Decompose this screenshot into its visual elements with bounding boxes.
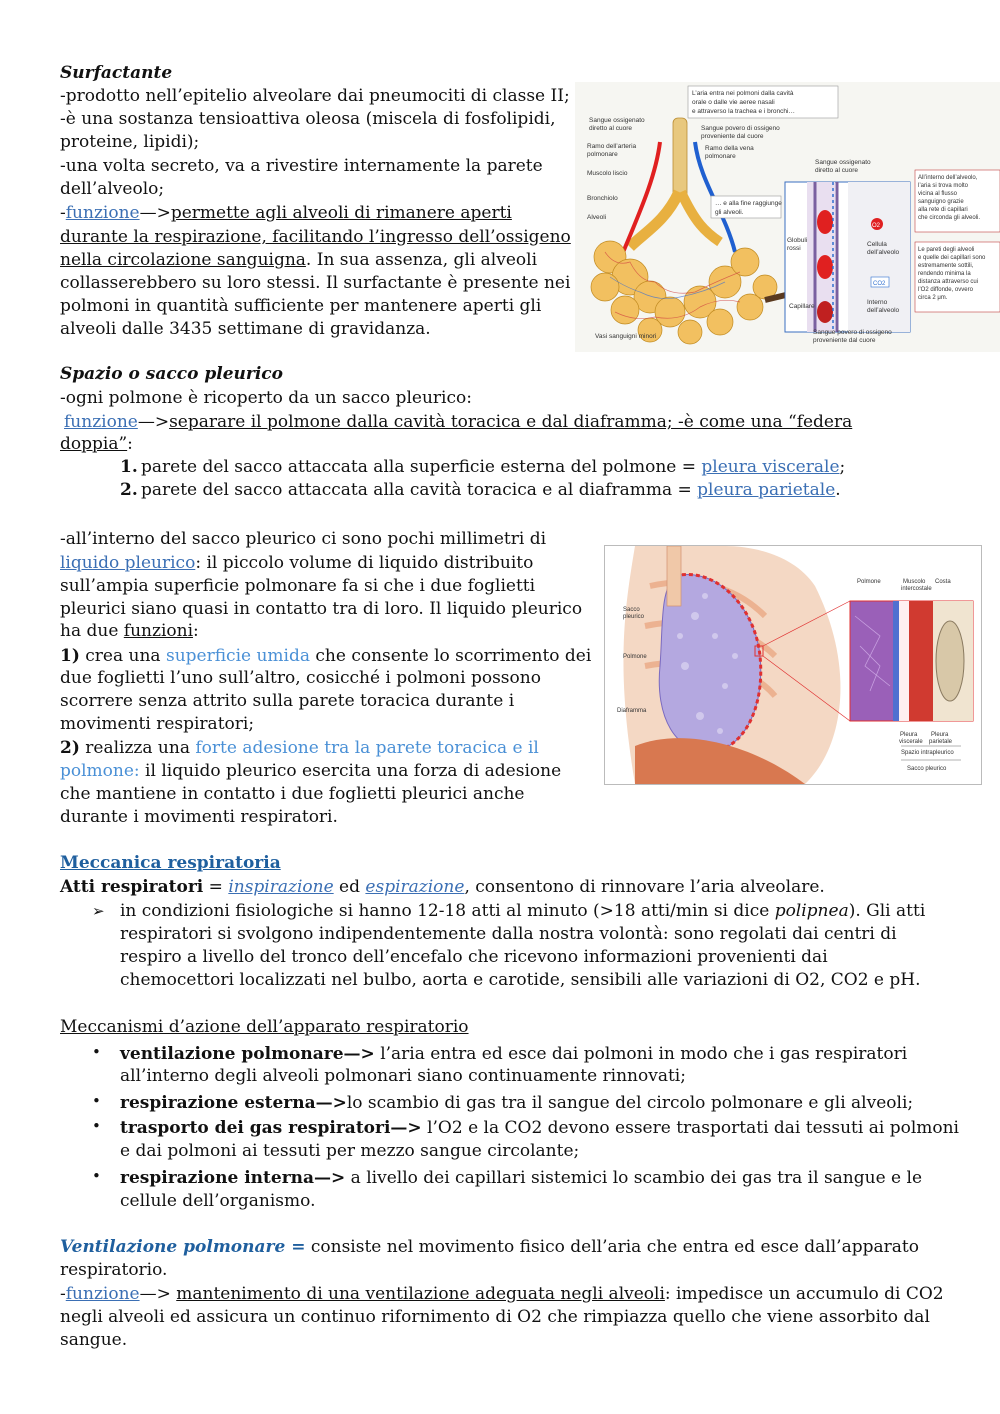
text-line [60,433,133,456]
funzione-link[interactable]: funzione [65,203,140,223]
text-line [120,900,925,923]
pleura-illustration [605,546,981,784]
text-line: cellule dell’organismo. [120,1191,316,1211]
label: Pleura [931,732,949,738]
label: Interno [867,299,888,306]
underlined-text: durante la respirazione, facilitando l’ingresso dell’ossigeno [60,227,571,247]
label: Alveoli [587,214,607,221]
label: Costa [935,579,951,585]
text-line: durante i movimenti respiratori. [60,807,338,827]
caption-line: L’aria entra nei polmoni dalla cavità [692,90,794,97]
italic-term: polipnea [774,901,849,921]
label: Bronchiolo [587,195,618,202]
caption-line: … e alla fine raggiunge [715,200,782,207]
label: Sacco pleurico [907,766,947,772]
list-item [120,1167,922,1190]
text-line: sull’ampia superficie polmonare fa si che i due foglietti [60,576,536,596]
underlined-text: nella circolazione sanguigna [60,250,306,270]
text-line: -ogni polmone è ricoperto da un sacco pleurico: [60,388,472,408]
text: parete del sacco attaccata alla cavità toracica e al diaframma = [141,480,698,500]
espirazione-link[interactable]: espirazione [365,877,465,897]
caption-line: distanza attraverso cui [918,279,979,285]
underlined-text: permette agli alveoli di rimanere aperti [170,203,512,223]
text-line: movimenti respiratori; [60,714,255,734]
text: a livello dei capillari sistemici lo scambio dei gas tra il sangue e le [345,1168,923,1188]
caption-line: sanguigno grazie [918,199,964,205]
co2-label: CO2 [873,281,886,287]
inspirazione-link[interactable]: inspirazione [228,877,334,897]
label: Pleura [900,732,918,738]
label: Muscolo [903,579,926,585]
label: Sangue ossigenato [815,159,871,166]
label: Capillare [789,303,815,310]
text-line: negli alveoli ed assicura un continuo rifornimento di O2 che rimpiazza quello che viene assorbito dal [60,1307,930,1327]
pleura-viscerale-link[interactable]: pleura viscerale [701,457,840,477]
text: ed [333,877,366,897]
text-line [60,737,539,760]
label: polmonare [587,151,618,158]
text-line: all’interno degli alveoli polmonari siano continuamente rinnovati; [120,1066,686,1086]
bold-term: Atti respiratori [60,877,204,897]
caption-line: orale o dalle vie aeree nasali [692,99,775,106]
label: intercostale [901,586,932,592]
funzione-link[interactable]: funzione [65,1284,140,1304]
bullet-arrow-icon: ➢ [92,902,105,920]
caption-line: gli alveoli. [715,209,744,216]
text-line [60,760,561,783]
label: Globuli [787,237,808,244]
text-line: collasserebbero su loro stessi. Il surfactante è presente nei [60,273,571,293]
text: crea una [79,646,166,666]
text-line [64,411,852,434]
caption-line: All’interno dell’alveolo, [918,175,978,181]
label: viscerale [899,739,923,745]
text-line: -è una sostanza tensioattiva oleosa (miscela di fosfolipidi, [60,109,556,129]
label: Vasi sanguigni minori [595,333,657,340]
text: : [193,621,199,641]
pleura-parietale-link[interactable]: pleura parietale [697,480,836,500]
text-line [60,202,512,225]
label: pleurico [623,614,645,620]
text-line: polmoni in quantità sufficiente per mantenere aperti gli [60,296,542,316]
label: Sangue ossigenato [589,117,645,124]
item-number: 1) [60,646,80,666]
section-title-meccanica: Meccanica respiratoria [60,853,281,873]
highlight-text: superficie umida [165,646,310,666]
text: ; [839,457,846,477]
text-line: -all’interno del sacco pleurico ci sono pochi millimetri di [60,529,547,549]
text-line: scorrere senza attrito sulla parete toracica durante i [60,691,515,711]
label: proveniente dal cuore [701,133,764,140]
text: ha due [60,621,124,641]
text-line [60,1236,919,1259]
pleura-figure [604,545,982,785]
text-line: sangue. [60,1330,128,1350]
section-title-surfactante: Surfactante [60,63,173,83]
caption-line: e quelle dei capillari sono [918,255,986,261]
text: : il piccolo volume di liquido distribuito [195,553,534,573]
text: che consente lo scorrimento dei [310,646,592,666]
bold-term: respirazione interna—> [120,1168,346,1188]
text: lo scambio di gas tra il sangue del circolo polmonare e gli alveoli; [346,1093,914,1113]
label: dell’alveolo [867,307,900,314]
text: . [835,480,841,500]
section-title-pleura: Spazio o sacco pleurico [60,364,283,384]
text-line: respiratorio. [60,1260,168,1280]
caption-line: l’O2 diffonde, ovvero [918,287,973,293]
label: Sangue povero di ossigeno [701,125,780,132]
text: , consentono di rinnovare l’aria alveolare. [464,877,825,897]
list-item [120,1117,959,1140]
o2-label: O2 [872,223,881,229]
text-line [60,645,591,668]
text-line: respiro a livello del tronco dell’encefalo che ricevono informazioni provenienti dai [120,947,828,967]
caption-line: Le pareti degli alveoli [918,247,975,253]
bullet-dot: • [92,1043,101,1061]
label: dell’alveolo [867,249,900,256]
label: diretto al cuore [815,167,858,174]
section-title-ventilazione: Ventilazione polmonare = [60,1237,306,1257]
underlined-text: mantenimento di una ventilazione adeguata negli alveoli [176,1284,665,1304]
label: Diaframma [617,708,647,714]
label: Polmone [623,654,647,660]
text-line [60,552,533,575]
caption-line: l’aria si trova molto [918,183,969,189]
text: : impedisce un accumulo di CO2 [664,1284,944,1304]
text-line: proteine, lipidi); [60,132,200,152]
text: il liquido pleurico esercita una forza di adesione [139,761,562,781]
text-line [60,620,199,643]
label: polmonare [705,153,736,160]
caption-line: che circonda gli alveoli. [918,215,981,221]
label: Polmone [857,579,881,585]
text: : [127,434,133,454]
label: Sacco [623,607,640,613]
text: in condizioni fisiologiche si hanno 12-18 atti al minuto (>18 atti/min si dice [120,901,775,921]
caption-line: e attraverso la trachea e i bronchi… [692,108,795,115]
label: parietale [929,739,953,745]
liquido-pleurico-link[interactable]: liquido pleurico [60,553,196,573]
text-line: e dai polmoni ai tessuti per mezzo sangue circolante; [120,1141,580,1161]
caption-line: estremamente sottili, [918,263,974,269]
text: l’aria entra ed esce dai polmoni in modo che i gas respiratori [374,1044,908,1064]
dash: - [60,203,66,223]
text-line: chemocettori localizzati nel bulbo, aorta e carotide, sensibili alle variazioni di O2, CO2 e pH. [120,970,921,990]
label: Spazio intrapleurico [901,750,954,756]
bullet-dot: • [92,1167,101,1185]
label: Sangue povero di ossigeno [813,329,892,336]
bullet-dot: • [92,1092,101,1110]
caption-line: alla rete di capillari [918,207,968,213]
text: parete del sacco attaccata alla superficie esterna del polmone = [141,457,702,477]
bold-term: ventilazione polmonare—> [120,1044,375,1064]
text: . In sua assenza, gli alveoli [305,250,538,270]
text-line [60,249,537,272]
text: consiste nel movimento fisico dell’aria che entra ed esce dall’apparato [305,1237,919,1257]
underlined-text: funzioni [123,621,194,641]
caption-line: vicina al flusso [918,191,958,197]
alveoli-figure [575,82,1000,352]
text-line: respiratori si svolgono indipendentemente dalla nostra volontà: sono regolati dai centri di [120,924,897,944]
funzione-link[interactable]: funzione [64,412,138,432]
label: Ramo della vena [705,145,754,152]
bullet-dot: • [92,1117,101,1135]
alveoli-illustration [575,82,1000,352]
bold-term: trasporto dei gas respiratori—> [120,1118,422,1138]
list-item [120,1092,913,1115]
bold-term: respirazione esterna—> [120,1093,347,1113]
item-number: 2) [60,738,80,758]
list-item [141,456,845,479]
list-item [120,1043,907,1066]
text: l’O2 e la CO2 devono essere trasportati dai tessuti ai polmoni [421,1118,959,1138]
caption-line: circa 2 μm. [918,295,948,301]
text: ). Gli atti [848,901,926,921]
section-title-meccanismi: Meccanismi d’azione dell’apparato respiratorio [60,1017,469,1037]
label: proveniente dal cuore [813,337,876,344]
text-line: -prodotto nell’epitelio alveolare dai pneumociti di classe II; [60,86,570,106]
text-line: pleurici siano quasi in contatto tra di loro. Il liquido pleurico [60,599,583,619]
arrow: —> [137,412,170,432]
underlined-text: doppia” [60,434,128,454]
text-line: alveoli dalle 3435 settimane di gravidanza. [60,319,431,339]
label: Ramo dell’arteria [587,143,637,150]
label: diretto al cuore [589,125,632,132]
text-line: dell’alveolo; [60,179,165,199]
text-line: che mantiene in contatto i due foglietti pleurici anche [60,784,525,804]
text-line: due foglietti l’uno sull’altro, cosicché i polmoni possono [60,668,541,688]
arrow: —> [139,203,171,223]
text-line [60,876,825,899]
list-item [141,479,841,502]
dash: - [60,1284,66,1304]
arrow: —> [139,1284,177,1304]
highlight-text: polmone: [60,761,140,781]
caption-line: rendendo minima la [918,271,971,277]
text: = [203,877,229,897]
list-number: 2. [120,480,138,500]
label: Muscolo liscio [587,170,628,177]
highlight-text: forte adesione tra la parete toracica e il [195,738,539,758]
label: Cellula [867,241,887,248]
list-number: 1. [120,457,138,477]
underlined-text: separare il polmone dalla cavità toracica e dal diaframma; -è come una “federa [169,412,853,432]
text-line [60,1283,944,1306]
text: realizza una [79,738,196,758]
label: rossi [787,245,801,252]
text-line: -una volta secreto, va a rivestire internamente la parete [60,156,543,176]
